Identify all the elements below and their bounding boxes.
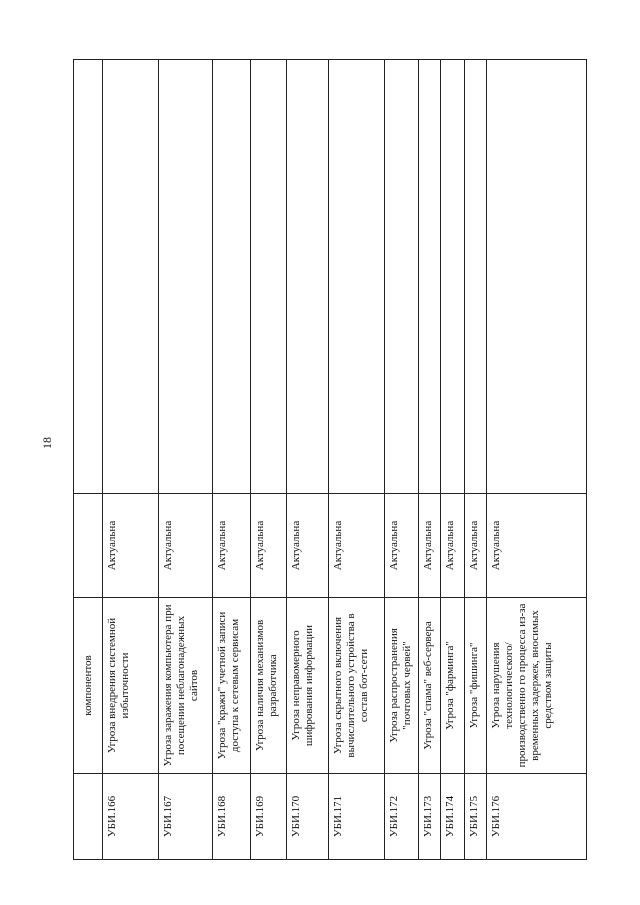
page-number: 18 (40, 437, 54, 449)
threat-id-cell: УБИ.172 (385, 774, 419, 860)
threat-name-cell: Угроза скрытного включения вычислительного устройства в состав бот-сети (329, 598, 385, 774)
threat-id-cell: УБИ.174 (441, 774, 465, 860)
empty-cell (441, 60, 465, 494)
threat-status-cell: Актуальна (287, 494, 329, 598)
table-row (385, 60, 419, 860)
empty-cell (385, 60, 419, 494)
table-row (103, 60, 159, 860)
threats-table-body (74, 60, 587, 860)
table-row (487, 60, 587, 860)
empty-cell (419, 60, 441, 494)
header-cell-id (74, 774, 103, 860)
threat-id-cell: УБИ.175 (465, 774, 487, 860)
empty-cell (251, 60, 287, 494)
table-row (159, 60, 213, 860)
threat-name-cell: Угроза заражения компьютера при посещении неблагонадежных сайтов (159, 598, 213, 774)
empty-cell (213, 60, 251, 494)
empty-cell (159, 60, 213, 494)
threat-id-cell: УБИ.171 (329, 774, 385, 860)
header-cell-status (74, 494, 103, 598)
table-row (287, 60, 329, 860)
table-row (213, 60, 251, 860)
threat-name-cell: Угроза "фишинга" (465, 598, 487, 774)
empty-cell (487, 60, 587, 494)
threat-id-cell: УБИ.166 (103, 774, 159, 860)
threat-status-cell: Актуальна (487, 494, 587, 598)
threat-status-cell: Актуальна (213, 494, 251, 598)
threat-status-cell: Актуальна (441, 494, 465, 598)
threat-name-cell: Угроза внедрения системной избыточности (103, 598, 159, 774)
threat-name-cell: Угроза "спама" веб-сервера (419, 598, 441, 774)
threat-status-cell: Актуальна (419, 494, 441, 598)
threat-status-cell: Актуальна (385, 494, 419, 598)
threat-id-cell: УБИ.167 (159, 774, 213, 860)
threat-id-cell: УБИ.169 (251, 774, 287, 860)
header-cell-name: компонентов (74, 598, 103, 774)
threat-name-cell: Угроза неправомерного шифрования информации (287, 598, 329, 774)
empty-cell (329, 60, 385, 494)
threat-name-cell: Угроза нарушения технологического/производственно го процесса из-за временных задержек, вносимых средством защиты (487, 598, 587, 774)
threat-status-cell: Актуальна (465, 494, 487, 598)
table-row (329, 60, 385, 860)
empty-cell (103, 60, 159, 494)
table-row (441, 60, 465, 860)
threat-status-cell: Актуальна (103, 494, 159, 598)
table-header-row (74, 60, 103, 860)
threat-name-cell: Угроза "фарминга" (441, 598, 465, 774)
header-cell-empty (74, 60, 103, 494)
table-row (251, 60, 287, 860)
threat-name-cell: Угроза "кражи" учетной записи доступа к сетевым сервисам (213, 598, 251, 774)
empty-cell (465, 60, 487, 494)
threat-name-cell: Угроза распространения "почтовых червей" (385, 598, 419, 774)
threat-id-cell: УБИ.173 (419, 774, 441, 860)
threat-status-cell: Актуальна (159, 494, 213, 598)
empty-cell (287, 60, 329, 494)
threat-status-cell: Актуальна (251, 494, 287, 598)
threat-id-cell: УБИ.176 (487, 774, 587, 860)
threat-id-cell: УБИ.170 (287, 774, 329, 860)
table-row (419, 60, 441, 860)
threats-table (73, 59, 587, 860)
threat-status-cell: Актуальна (329, 494, 385, 598)
table-row (465, 60, 487, 860)
threat-name-cell: Угроза наличия механизмов разработчика (251, 598, 287, 774)
threat-id-cell: УБИ.168 (213, 774, 251, 860)
